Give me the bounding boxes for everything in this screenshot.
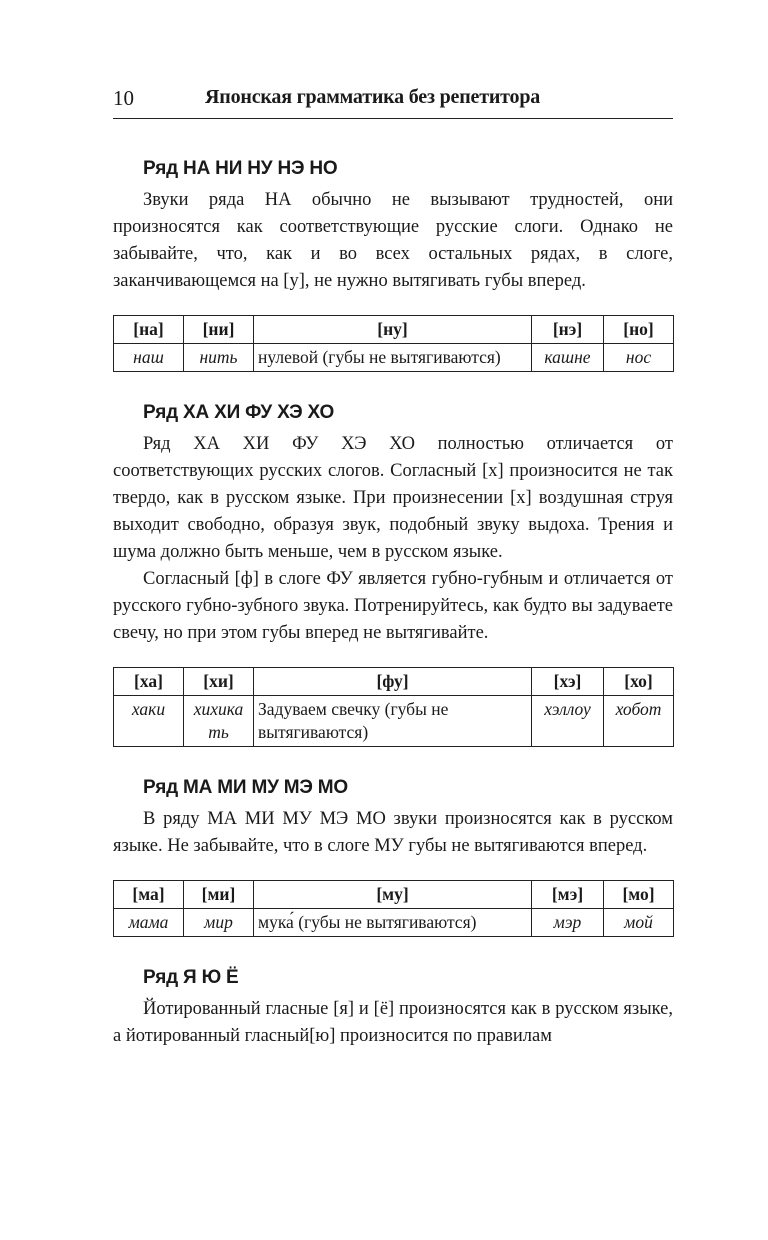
section-ma-row [113,777,673,937]
table-cell: мир [184,909,254,937]
paragraph: В ряду МА МИ МУ МЭ МО звуки произносятся как в русском языке. Не забывайте, что в слоге МУ губы не вытягиваются вперед. [113,809,673,856]
section-heading: Ряд Я Ю Ё [143,967,239,988]
table-header-cell: [мэ] [532,881,604,909]
table-header-cell: [фу] [254,668,532,696]
table-header-cell: [ми] [184,881,254,909]
section-heading: Ряд НА НИ НУ НЭ НО [143,158,338,179]
paragraph: Звуки ряда НА обычно не вызывают трудностей, они произносятся как соответствующие русские слоги. Однако не забывайте, что, как и во всех остальных рядах, в слоге, заканчивающемся на [у], не нужно вытягивать губы вперед. [113,190,673,291]
table-cell: хэллоу [532,696,604,747]
table-cell: хобот [604,696,674,747]
section-na-row [113,158,673,372]
section-heading: Ряд МА МИ МУ МЭ МО [143,777,348,798]
table-cell: мама [114,909,184,937]
table-header-row [114,881,674,909]
table-header-cell: [хэ] [532,668,604,696]
table-header-cell: [ни] [184,316,254,344]
paragraph: Согласный [ф] в слоге ФУ является губно-губным и отличается от русского губно-зубного звука. Потренируйтесь, как будто вы задуваете свечу, но при этом губы вперед не вытягивайте. [113,569,673,643]
page-number: 10 [113,86,134,110]
running-title: Японская грамматика без репетитора [205,86,541,108]
table-cell: нос [604,344,674,372]
table-header-row [114,668,674,696]
table-header-cell: [ха] [114,668,184,696]
table-cell: мой [604,909,674,937]
table-header-cell: [мо] [604,881,674,909]
section-ya-row [113,967,673,1050]
table-cell: хаки [114,696,184,747]
syllable-table [113,315,674,372]
table-header-cell: [на] [114,316,184,344]
table-header-cell: [нэ] [532,316,604,344]
table-cell-description: мука́ (губы не вытягиваются) [254,909,532,937]
table-header-cell: [ма] [114,881,184,909]
table-cell: кашне [532,344,604,372]
section-heading: Ряд ХА ХИ ФУ ХЭ ХО [143,402,335,423]
paragraph: Йотированный гласные [я] и [ё] произносятся как в русском языке, а йотированный гласный[ю] произносится по правилам [113,999,673,1046]
table-cell-description: Задуваем свечку (губы не вытягиваются) [254,696,532,747]
table-header-cell: [хи] [184,668,254,696]
table-cell: нить [184,344,254,372]
table-cell: мэр [532,909,604,937]
syllable-table [113,667,674,747]
table-cell-description: нулевой (губы не вытягиваются) [254,344,532,372]
syllable-table [113,880,674,937]
table-row [114,344,674,372]
table-header-cell: [ну] [254,316,532,344]
table-header-cell: [му] [254,881,532,909]
table-header-cell: [хо] [604,668,674,696]
section-ha-row [113,402,673,747]
table-header-cell: [но] [604,316,674,344]
table-row [114,909,674,937]
page-content [113,158,673,1050]
page-header [113,84,673,119]
table-cell: хихикать [184,696,254,747]
paragraph: Ряд ХА ХИ ФУ ХЭ ХО полностью отличается от соответствующих русских слогов. Согласный [х] произносится не так твердо, как в русском языке. При произнесении [х] воздушная струя выходит свободно, образуя звук, подобный звуку выдоха. Трения и шума должно быть меньше, чем в русском языке. [113,434,673,562]
table-row [114,696,674,747]
table-cell: наш [114,344,184,372]
table-header-row [114,316,674,344]
